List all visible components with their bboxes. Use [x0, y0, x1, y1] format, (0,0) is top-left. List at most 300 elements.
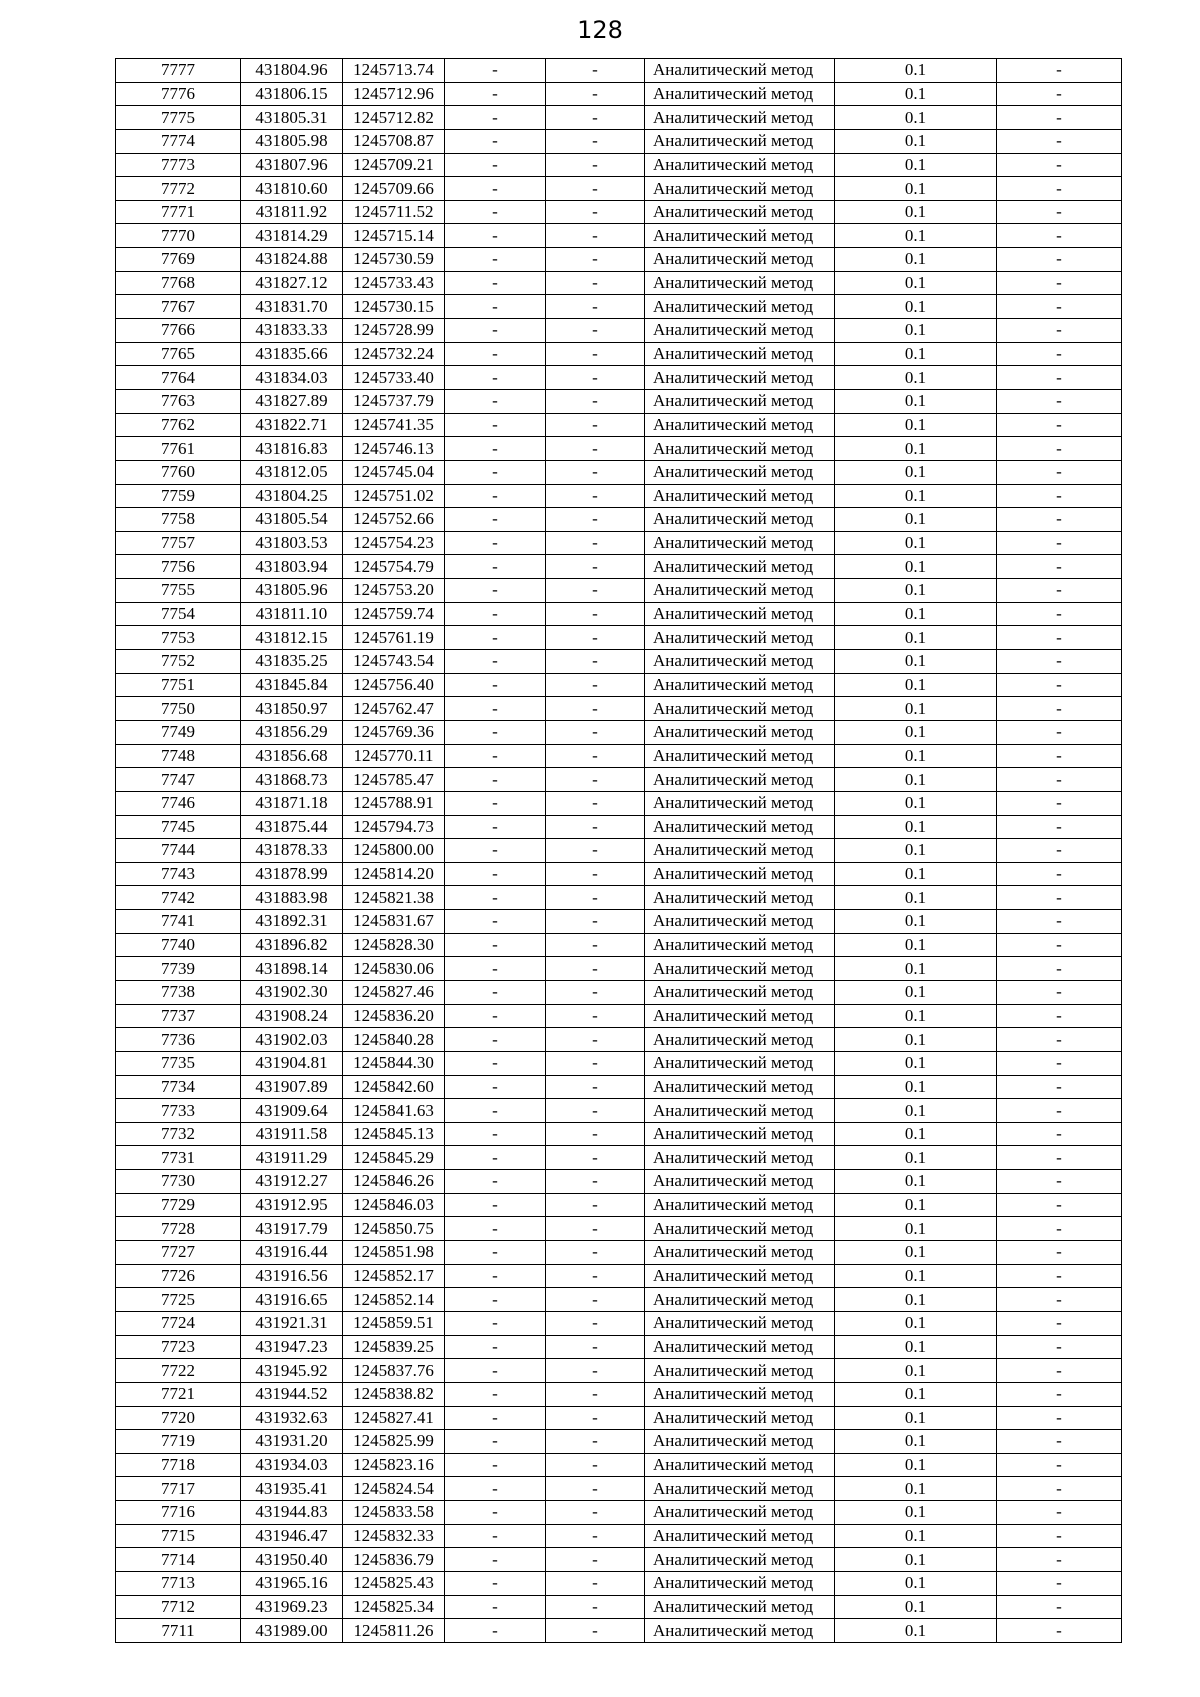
x-coordinate-cell: 431856.29	[241, 720, 343, 744]
x-coordinate-cell: 431812.15	[241, 626, 343, 650]
col5-cell: -	[546, 1359, 645, 1383]
y-coordinate-cell: 1245845.29	[343, 1146, 445, 1170]
method-cell: Аналитический метод	[645, 1359, 835, 1383]
col5-cell: -	[546, 1335, 645, 1359]
point-number-cell: 7733	[116, 1099, 241, 1123]
point-number-cell: 7750	[116, 697, 241, 721]
y-coordinate-cell: 1245730.15	[343, 295, 445, 319]
col8-cell: -	[997, 342, 1122, 366]
method-cell: Аналитический метод	[645, 1099, 835, 1123]
table-row	[116, 673, 1122, 697]
x-coordinate-cell: 431835.66	[241, 342, 343, 366]
point-number-cell: 7743	[116, 862, 241, 886]
method-cell: Аналитический метод	[645, 1028, 835, 1052]
table-row	[116, 1193, 1122, 1217]
col5-cell: -	[546, 839, 645, 863]
table-row	[116, 910, 1122, 934]
col4-cell: -	[445, 1548, 546, 1572]
col8-cell: -	[997, 933, 1122, 957]
col8-cell: -	[997, 1028, 1122, 1052]
col4-cell: -	[445, 1170, 546, 1194]
col5-cell: -	[546, 389, 645, 413]
col5-cell: -	[546, 555, 645, 579]
col5-cell: -	[546, 1051, 645, 1075]
x-coordinate-cell: 431834.03	[241, 366, 343, 390]
col4-cell: -	[445, 531, 546, 555]
col8-cell: -	[997, 1193, 1122, 1217]
point-number-cell: 7746	[116, 791, 241, 815]
y-coordinate-cell: 1245785.47	[343, 768, 445, 792]
col4-cell: -	[445, 650, 546, 674]
point-number-cell: 7764	[116, 366, 241, 390]
col4-cell: -	[445, 153, 546, 177]
method-cell: Аналитический метод	[645, 1382, 835, 1406]
x-coordinate-cell: 431803.94	[241, 555, 343, 579]
table-row	[116, 319, 1122, 343]
y-coordinate-cell: 1245743.54	[343, 650, 445, 674]
y-coordinate-cell: 1245825.99	[343, 1430, 445, 1454]
point-number-cell: 7772	[116, 177, 241, 201]
table-row	[116, 177, 1122, 201]
point-number-cell: 7769	[116, 248, 241, 272]
table-row	[116, 862, 1122, 886]
point-number-cell: 7747	[116, 768, 241, 792]
col4-cell: -	[445, 82, 546, 106]
method-cell: Аналитический метод	[645, 413, 835, 437]
x-coordinate-cell: 431805.96	[241, 579, 343, 603]
x-coordinate-cell: 431946.47	[241, 1524, 343, 1548]
accuracy-cell: 0.1	[835, 673, 997, 697]
method-cell: Аналитический метод	[645, 153, 835, 177]
point-number-cell: 7734	[116, 1075, 241, 1099]
accuracy-cell: 0.1	[835, 1595, 997, 1619]
accuracy-cell: 0.1	[835, 626, 997, 650]
accuracy-cell: 0.1	[835, 82, 997, 106]
accuracy-cell: 0.1	[835, 1501, 997, 1525]
col5-cell: -	[546, 59, 645, 83]
col5-cell: -	[546, 129, 645, 153]
col8-cell: -	[997, 1548, 1122, 1572]
x-coordinate-cell: 431892.31	[241, 910, 343, 934]
table-row	[116, 59, 1122, 83]
y-coordinate-cell: 1245754.23	[343, 531, 445, 555]
table-row	[116, 839, 1122, 863]
accuracy-cell: 0.1	[835, 980, 997, 1004]
col4-cell: -	[445, 1430, 546, 1454]
col8-cell: -	[997, 626, 1122, 650]
point-number-cell: 7729	[116, 1193, 241, 1217]
accuracy-cell: 0.1	[835, 1028, 997, 1052]
method-cell: Аналитический метод	[645, 366, 835, 390]
col5-cell: -	[546, 720, 645, 744]
table-row	[116, 720, 1122, 744]
col5-cell: -	[546, 1311, 645, 1335]
col4-cell: -	[445, 1619, 546, 1643]
table-row	[116, 1619, 1122, 1643]
x-coordinate-cell: 431935.41	[241, 1477, 343, 1501]
y-coordinate-cell: 1245770.11	[343, 744, 445, 768]
point-number-cell: 7749	[116, 720, 241, 744]
col4-cell: -	[445, 626, 546, 650]
point-number-cell: 7758	[116, 508, 241, 532]
col5-cell: -	[546, 366, 645, 390]
col8-cell: -	[997, 768, 1122, 792]
col4-cell: -	[445, 980, 546, 1004]
method-cell: Аналитический метод	[645, 673, 835, 697]
col4-cell: -	[445, 389, 546, 413]
col8-cell: -	[997, 579, 1122, 603]
x-coordinate-cell: 431902.30	[241, 980, 343, 1004]
x-coordinate-cell: 431912.95	[241, 1193, 343, 1217]
method-cell: Аналитический метод	[645, 1193, 835, 1217]
point-number-cell: 7775	[116, 106, 241, 130]
method-cell: Аналитический метод	[645, 106, 835, 130]
col5-cell: -	[546, 1122, 645, 1146]
y-coordinate-cell: 1245737.79	[343, 389, 445, 413]
y-coordinate-cell: 1245852.14	[343, 1288, 445, 1312]
col4-cell: -	[445, 555, 546, 579]
x-coordinate-cell: 431811.10	[241, 602, 343, 626]
col4-cell: -	[445, 862, 546, 886]
x-coordinate-cell: 431911.58	[241, 1122, 343, 1146]
x-coordinate-cell: 431907.89	[241, 1075, 343, 1099]
col8-cell: -	[997, 366, 1122, 390]
point-number-cell: 7726	[116, 1264, 241, 1288]
x-coordinate-cell: 431814.29	[241, 224, 343, 248]
table-row	[116, 224, 1122, 248]
table-row	[116, 460, 1122, 484]
col4-cell: -	[445, 129, 546, 153]
point-number-cell: 7712	[116, 1595, 241, 1619]
method-cell: Аналитический метод	[645, 1572, 835, 1596]
y-coordinate-cell: 1245827.46	[343, 980, 445, 1004]
point-number-cell: 7727	[116, 1241, 241, 1265]
col8-cell: -	[997, 862, 1122, 886]
table-row	[116, 1004, 1122, 1028]
x-coordinate-cell: 431850.97	[241, 697, 343, 721]
accuracy-cell: 0.1	[835, 1099, 997, 1123]
col8-cell: -	[997, 1051, 1122, 1075]
x-coordinate-cell: 431868.73	[241, 768, 343, 792]
x-coordinate-cell: 431989.00	[241, 1619, 343, 1643]
point-number-cell: 7736	[116, 1028, 241, 1052]
point-number-cell: 7735	[116, 1051, 241, 1075]
col4-cell: -	[445, 1217, 546, 1241]
method-cell: Аналитический метод	[645, 555, 835, 579]
col5-cell: -	[546, 271, 645, 295]
col5-cell: -	[546, 1572, 645, 1596]
x-coordinate-cell: 431934.03	[241, 1453, 343, 1477]
method-cell: Аналитический метод	[645, 1619, 835, 1643]
method-cell: Аналитический метод	[645, 1524, 835, 1548]
method-cell: Аналитический метод	[645, 1075, 835, 1099]
point-number-cell: 7745	[116, 815, 241, 839]
col8-cell: -	[997, 413, 1122, 437]
point-number-cell: 7718	[116, 1453, 241, 1477]
table-row	[116, 1264, 1122, 1288]
method-cell: Аналитический метод	[645, 1122, 835, 1146]
method-cell: Аналитический метод	[645, 224, 835, 248]
point-number-cell: 7776	[116, 82, 241, 106]
y-coordinate-cell: 1245842.60	[343, 1075, 445, 1099]
y-coordinate-cell: 1245733.43	[343, 271, 445, 295]
x-coordinate-cell: 431921.31	[241, 1311, 343, 1335]
table-row	[116, 129, 1122, 153]
col5-cell: -	[546, 673, 645, 697]
y-coordinate-cell: 1245761.19	[343, 626, 445, 650]
table-row	[116, 1241, 1122, 1265]
table-row	[116, 1572, 1122, 1596]
y-coordinate-cell: 1245800.00	[343, 839, 445, 863]
col5-cell: -	[546, 1099, 645, 1123]
accuracy-cell: 0.1	[835, 1524, 997, 1548]
col4-cell: -	[445, 177, 546, 201]
point-number-cell: 7755	[116, 579, 241, 603]
method-cell: Аналитический метод	[645, 1335, 835, 1359]
table-row	[116, 697, 1122, 721]
col8-cell: -	[997, 744, 1122, 768]
point-number-cell: 7721	[116, 1382, 241, 1406]
table-row	[116, 531, 1122, 555]
table-row	[116, 980, 1122, 1004]
point-number-cell: 7756	[116, 555, 241, 579]
table-row	[116, 1146, 1122, 1170]
x-coordinate-cell: 431947.23	[241, 1335, 343, 1359]
col8-cell: -	[997, 1572, 1122, 1596]
col8-cell: -	[997, 1288, 1122, 1312]
col8-cell: -	[997, 295, 1122, 319]
col4-cell: -	[445, 460, 546, 484]
x-coordinate-cell: 431827.12	[241, 271, 343, 295]
col5-cell: -	[546, 697, 645, 721]
y-coordinate-cell: 1245752.66	[343, 508, 445, 532]
point-number-cell: 7725	[116, 1288, 241, 1312]
point-number-cell: 7741	[116, 910, 241, 934]
table-row	[116, 1075, 1122, 1099]
coordinates-table	[115, 58, 1122, 1643]
y-coordinate-cell: 1245733.40	[343, 366, 445, 390]
col5-cell: -	[546, 295, 645, 319]
accuracy-cell: 0.1	[835, 224, 997, 248]
table-row	[116, 1335, 1122, 1359]
method-cell: Аналитический метод	[645, 1453, 835, 1477]
method-cell: Аналитический метод	[645, 886, 835, 910]
accuracy-cell: 0.1	[835, 744, 997, 768]
table-row	[116, 271, 1122, 295]
x-coordinate-cell: 431883.98	[241, 886, 343, 910]
method-cell: Аналитический метод	[645, 200, 835, 224]
accuracy-cell: 0.1	[835, 342, 997, 366]
y-coordinate-cell: 1245837.76	[343, 1359, 445, 1383]
accuracy-cell: 0.1	[835, 437, 997, 461]
point-number-cell: 7744	[116, 839, 241, 863]
col8-cell: -	[997, 82, 1122, 106]
point-number-cell: 7717	[116, 1477, 241, 1501]
col5-cell: -	[546, 1453, 645, 1477]
col5-cell: -	[546, 484, 645, 508]
col4-cell: -	[445, 1288, 546, 1312]
col8-cell: -	[997, 1122, 1122, 1146]
accuracy-cell: 0.1	[835, 1406, 997, 1430]
col4-cell: -	[445, 1595, 546, 1619]
col5-cell: -	[546, 1477, 645, 1501]
x-coordinate-cell: 431932.63	[241, 1406, 343, 1430]
col5-cell: -	[546, 1524, 645, 1548]
col8-cell: -	[997, 59, 1122, 83]
x-coordinate-cell: 431878.99	[241, 862, 343, 886]
x-coordinate-cell: 431806.15	[241, 82, 343, 106]
y-coordinate-cell: 1245814.20	[343, 862, 445, 886]
x-coordinate-cell: 431911.29	[241, 1146, 343, 1170]
y-coordinate-cell: 1245845.13	[343, 1122, 445, 1146]
point-number-cell: 7732	[116, 1122, 241, 1146]
y-coordinate-cell: 1245713.74	[343, 59, 445, 83]
table-body	[116, 59, 1122, 1643]
point-number-cell: 7773	[116, 153, 241, 177]
y-coordinate-cell: 1245846.03	[343, 1193, 445, 1217]
point-number-cell: 7737	[116, 1004, 241, 1028]
point-number-cell: 7771	[116, 200, 241, 224]
table-row	[116, 1477, 1122, 1501]
col4-cell: -	[445, 59, 546, 83]
point-number-cell: 7724	[116, 1311, 241, 1335]
x-coordinate-cell: 431856.68	[241, 744, 343, 768]
col5-cell: -	[546, 1241, 645, 1265]
y-coordinate-cell: 1245825.34	[343, 1595, 445, 1619]
method-cell: Аналитический метод	[645, 129, 835, 153]
method-cell: Аналитический метод	[645, 484, 835, 508]
col4-cell: -	[445, 413, 546, 437]
point-number-cell: 7730	[116, 1170, 241, 1194]
point-number-cell: 7774	[116, 129, 241, 153]
accuracy-cell: 0.1	[835, 1004, 997, 1028]
x-coordinate-cell: 431912.27	[241, 1170, 343, 1194]
y-coordinate-cell: 1245811.26	[343, 1619, 445, 1643]
method-cell: Аналитический метод	[645, 1170, 835, 1194]
method-cell: Аналитический метод	[645, 1217, 835, 1241]
x-coordinate-cell: 431833.33	[241, 319, 343, 343]
y-coordinate-cell: 1245832.33	[343, 1524, 445, 1548]
col8-cell: -	[997, 1524, 1122, 1548]
table-row	[116, 768, 1122, 792]
table-row	[116, 366, 1122, 390]
col8-cell: -	[997, 437, 1122, 461]
page-number: 128	[577, 16, 623, 44]
x-coordinate-cell: 431896.82	[241, 933, 343, 957]
col5-cell: -	[546, 1217, 645, 1241]
table-row	[116, 1122, 1122, 1146]
accuracy-cell: 0.1	[835, 957, 997, 981]
method-cell: Аналитический метод	[645, 744, 835, 768]
accuracy-cell: 0.1	[835, 1619, 997, 1643]
accuracy-cell: 0.1	[835, 910, 997, 934]
col5-cell: -	[546, 910, 645, 934]
accuracy-cell: 0.1	[835, 106, 997, 130]
table-row	[116, 1501, 1122, 1525]
col4-cell: -	[445, 1146, 546, 1170]
col5-cell: -	[546, 1430, 645, 1454]
col5-cell: -	[546, 933, 645, 957]
table-row	[116, 484, 1122, 508]
table-row	[116, 200, 1122, 224]
table-row	[116, 508, 1122, 532]
accuracy-cell: 0.1	[835, 508, 997, 532]
point-number-cell: 7770	[116, 224, 241, 248]
table-row	[116, 815, 1122, 839]
col5-cell: -	[546, 744, 645, 768]
y-coordinate-cell: 1245754.79	[343, 555, 445, 579]
table-row	[116, 650, 1122, 674]
accuracy-cell: 0.1	[835, 1241, 997, 1265]
col5-cell: -	[546, 106, 645, 130]
col5-cell: -	[546, 1028, 645, 1052]
col5-cell: -	[546, 437, 645, 461]
col8-cell: -	[997, 957, 1122, 981]
point-number-cell: 7719	[116, 1430, 241, 1454]
col4-cell: -	[445, 673, 546, 697]
accuracy-cell: 0.1	[835, 1075, 997, 1099]
accuracy-cell: 0.1	[835, 1193, 997, 1217]
y-coordinate-cell: 1245836.79	[343, 1548, 445, 1572]
x-coordinate-cell: 431831.70	[241, 295, 343, 319]
method-cell: Аналитический метод	[645, 626, 835, 650]
col5-cell: -	[546, 1170, 645, 1194]
col5-cell: -	[546, 602, 645, 626]
table-row	[116, 579, 1122, 603]
col5-cell: -	[546, 1406, 645, 1430]
y-coordinate-cell: 1245852.17	[343, 1264, 445, 1288]
method-cell: Аналитический метод	[645, 295, 835, 319]
col4-cell: -	[445, 248, 546, 272]
accuracy-cell: 0.1	[835, 1217, 997, 1241]
method-cell: Аналитический метод	[645, 1264, 835, 1288]
method-cell: Аналитический метод	[645, 768, 835, 792]
y-coordinate-cell: 1245732.24	[343, 342, 445, 366]
point-number-cell: 7739	[116, 957, 241, 981]
col4-cell: -	[445, 1359, 546, 1383]
table-row	[116, 389, 1122, 413]
col5-cell: -	[546, 815, 645, 839]
method-cell: Аналитический метод	[645, 342, 835, 366]
y-coordinate-cell: 1245709.66	[343, 177, 445, 201]
col8-cell: -	[997, 1382, 1122, 1406]
table-row	[116, 626, 1122, 650]
point-number-cell: 7728	[116, 1217, 241, 1241]
col8-cell: -	[997, 1595, 1122, 1619]
col8-cell: -	[997, 1619, 1122, 1643]
point-number-cell: 7720	[116, 1406, 241, 1430]
table-row	[116, 413, 1122, 437]
accuracy-cell: 0.1	[835, 1170, 997, 1194]
col5-cell: -	[546, 82, 645, 106]
x-coordinate-cell: 431805.31	[241, 106, 343, 130]
col8-cell: -	[997, 153, 1122, 177]
method-cell: Аналитический метод	[645, 602, 835, 626]
accuracy-cell: 0.1	[835, 1382, 997, 1406]
point-number-cell: 7766	[116, 319, 241, 343]
col4-cell: -	[445, 366, 546, 390]
x-coordinate-cell: 431945.92	[241, 1359, 343, 1383]
method-cell: Аналитический метод	[645, 59, 835, 83]
y-coordinate-cell: 1245838.82	[343, 1382, 445, 1406]
col5-cell: -	[546, 1382, 645, 1406]
col4-cell: -	[445, 1193, 546, 1217]
col5-cell: -	[546, 791, 645, 815]
method-cell: Аналитический метод	[645, 1548, 835, 1572]
accuracy-cell: 0.1	[835, 1288, 997, 1312]
accuracy-cell: 0.1	[835, 602, 997, 626]
accuracy-cell: 0.1	[835, 389, 997, 413]
